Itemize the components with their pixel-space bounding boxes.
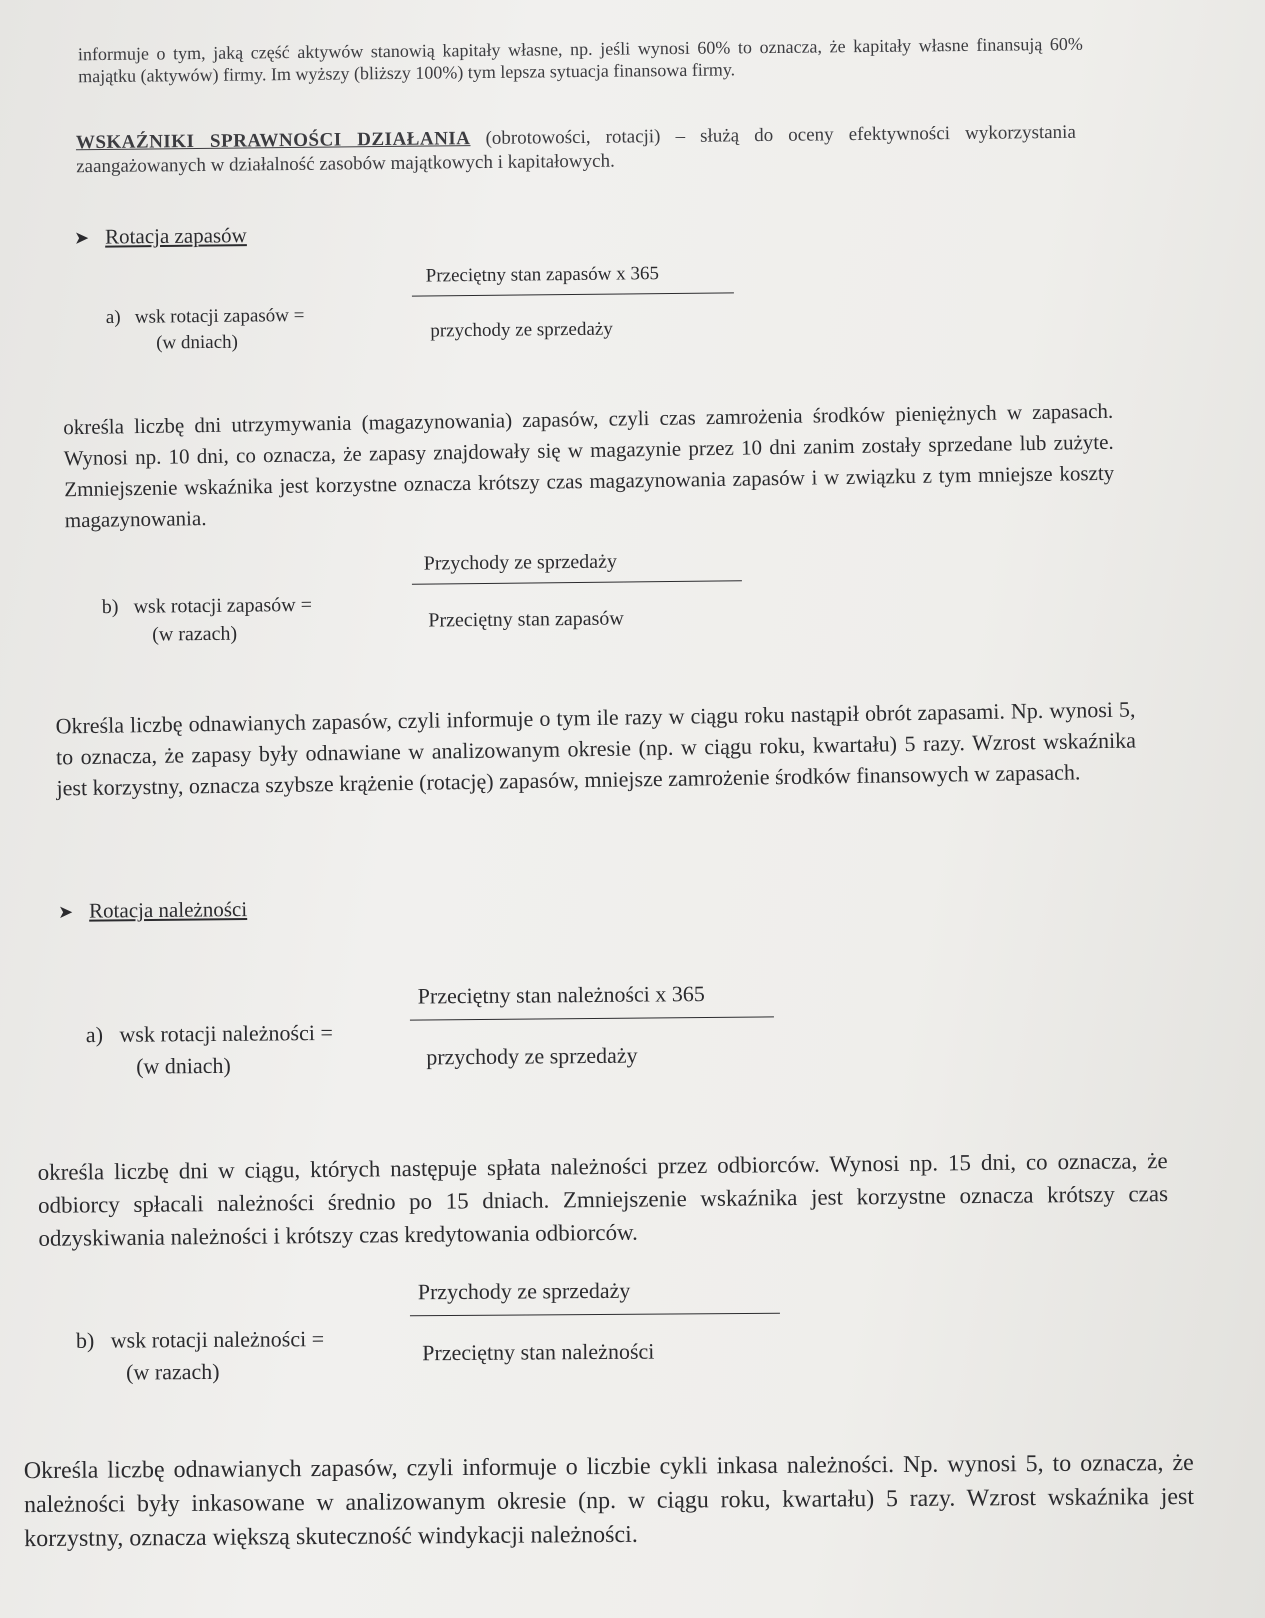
receivables-b-unit: (w razach) <box>126 1358 220 1385</box>
receivables-a-fraction <box>410 978 775 1072</box>
receivables-title-row <box>58 897 247 924</box>
receivables-b-numerator: Przychody ze sprzedaży <box>417 1277 631 1305</box>
inventory-a-numerator: Przeciętny stan zapasów x 365 <box>425 263 660 287</box>
section-description: (obrotowości, rotacji) – służą do oceny efektywności wykorzystania zaangażowanych w działalność zasobów majątkowych i kapitałowych. <box>76 121 1076 178</box>
receivables-a-name: wsk rotacji należności = <box>119 1019 333 1047</box>
receivables-b-marker: b) <box>75 1327 95 1353</box>
receivables-a-denominator: przychody ze sprzedaży <box>426 1042 638 1070</box>
bullet-arrow-icon: ➤ <box>57 901 74 923</box>
fraction-bar <box>412 292 734 296</box>
intro-paragraph: informuje o tym, jaką część aktywów stanowią kapitały własne, np. jeśli wynosi 60% to oznacza, że kapitały własne finansują 60% majątku (aktywów) firmy. Im wyższy (bliższy 100%) tym lepsza sytuacja finansowa firmy. <box>77 33 1083 87</box>
inventory-a-name: wsk rotacji zapasów = <box>134 304 305 328</box>
receivables-b-label <box>76 1323 325 1389</box>
inventory-a-fraction <box>412 260 735 344</box>
inventory-title: Rotacja zapasów <box>104 223 247 249</box>
receivables-a-explanation: określa liczbę dni w ciągu, których następuje spłata należności przez odbiorców. Wynosi np. 15 dni, co oznacza, że odbiorcy spłacali należności średnio po 15 dniach. Zmniejszenie wskaźnika jest korzystne oznacza krótszy czas odzyskiwania należności i krótszy czas kredytowania odbiorców. <box>37 1148 1169 1251</box>
inventory-a-unit: (w dniach) <box>156 331 239 354</box>
fraction-bar <box>410 1016 774 1020</box>
inventory-b-marker: b) <box>101 595 119 619</box>
inventory-b-denominator: Przeciętny stan zapasów <box>428 607 624 632</box>
receivables-a-unit: (w dniach) <box>136 1052 231 1079</box>
receivables-b-fraction <box>410 1275 781 1369</box>
inventory-title-row <box>74 223 247 250</box>
inventory-a-marker: a) <box>105 306 121 329</box>
inventory-b-numerator: Przychody ze sprzedaży <box>423 550 618 575</box>
bullet-arrow-icon: ➤ <box>73 227 90 249</box>
section-intro <box>76 121 1076 179</box>
receivables-a-label <box>86 1017 334 1083</box>
receivables-a-marker: a) <box>85 1021 104 1048</box>
receivables-title: Rotacja należności <box>88 897 248 923</box>
receivables-a-numerator: Przeciętny stan należności x 365 <box>417 981 705 1009</box>
receivables-b-name: wsk rotacji należności = <box>110 1326 325 1353</box>
section-heading: WSKAŹNIKI SPRAWNOŚCI DZIAŁANIA <box>75 128 471 154</box>
inventory-a-denominator: przychody ze sprzedaży <box>430 318 613 342</box>
receivables-b-explanation: Określa liczbę odnawianych zapasów, czyli informuje o liczbie cykli inkasa należności. Np. wynosi 5, to oznacza, że należności były inkasowane w analizowanym okresie (np. w ciągu roku, kwartału) 5 razy. Wzrost wskaźnika jest korzystny, oznacza większą skuteczność windykacji należności. <box>23 1449 1195 1553</box>
receivables-b-denominator: Przeciętny stan należności <box>422 1338 655 1366</box>
inventory-a-label <box>106 303 305 357</box>
inventory-b-unit: (w razach) <box>152 622 238 646</box>
inventory-a-explanation: określa liczbę dni utrzymywania (magazynowania) zapasów, czyli czas zamrożenia środków pieniężnych w zapasach. Wynosi np. 10 dni, co oznacza, że zapasy znajdowały się w magazynie przez 10 dni zanim zostały sprzedane lub zużyte. Zmniejszenie wskaźnika jest korzystne oznacza krótszy czas magazynowania zapasów i w związku z tym mniejsze koszty magazynowania. <box>63 398 1115 533</box>
inventory-b-explanation: Określa liczbę odnawianych zapasów, czyli informuje o tym ile razy w ciągu roku nastąpił obrót zapasami. Np. wynosi 5, to oznacza, że zapasy były odnawiane w analizowanym okresie (np. w ciągu roku, kwartału) 5 razy. Wzrost wskaźnika jest korzystny, oznacza szybsze krążenie (rotację) zapasów, mniejsze zamrożenie środków finansowych w zapasach. <box>55 696 1137 801</box>
fraction-bar <box>410 1313 780 1317</box>
fraction-bar <box>412 580 742 584</box>
inventory-b-fraction <box>412 546 743 634</box>
inventory-b-name: wsk rotacji zapasów = <box>133 593 313 618</box>
inventory-b-label <box>102 591 313 649</box>
